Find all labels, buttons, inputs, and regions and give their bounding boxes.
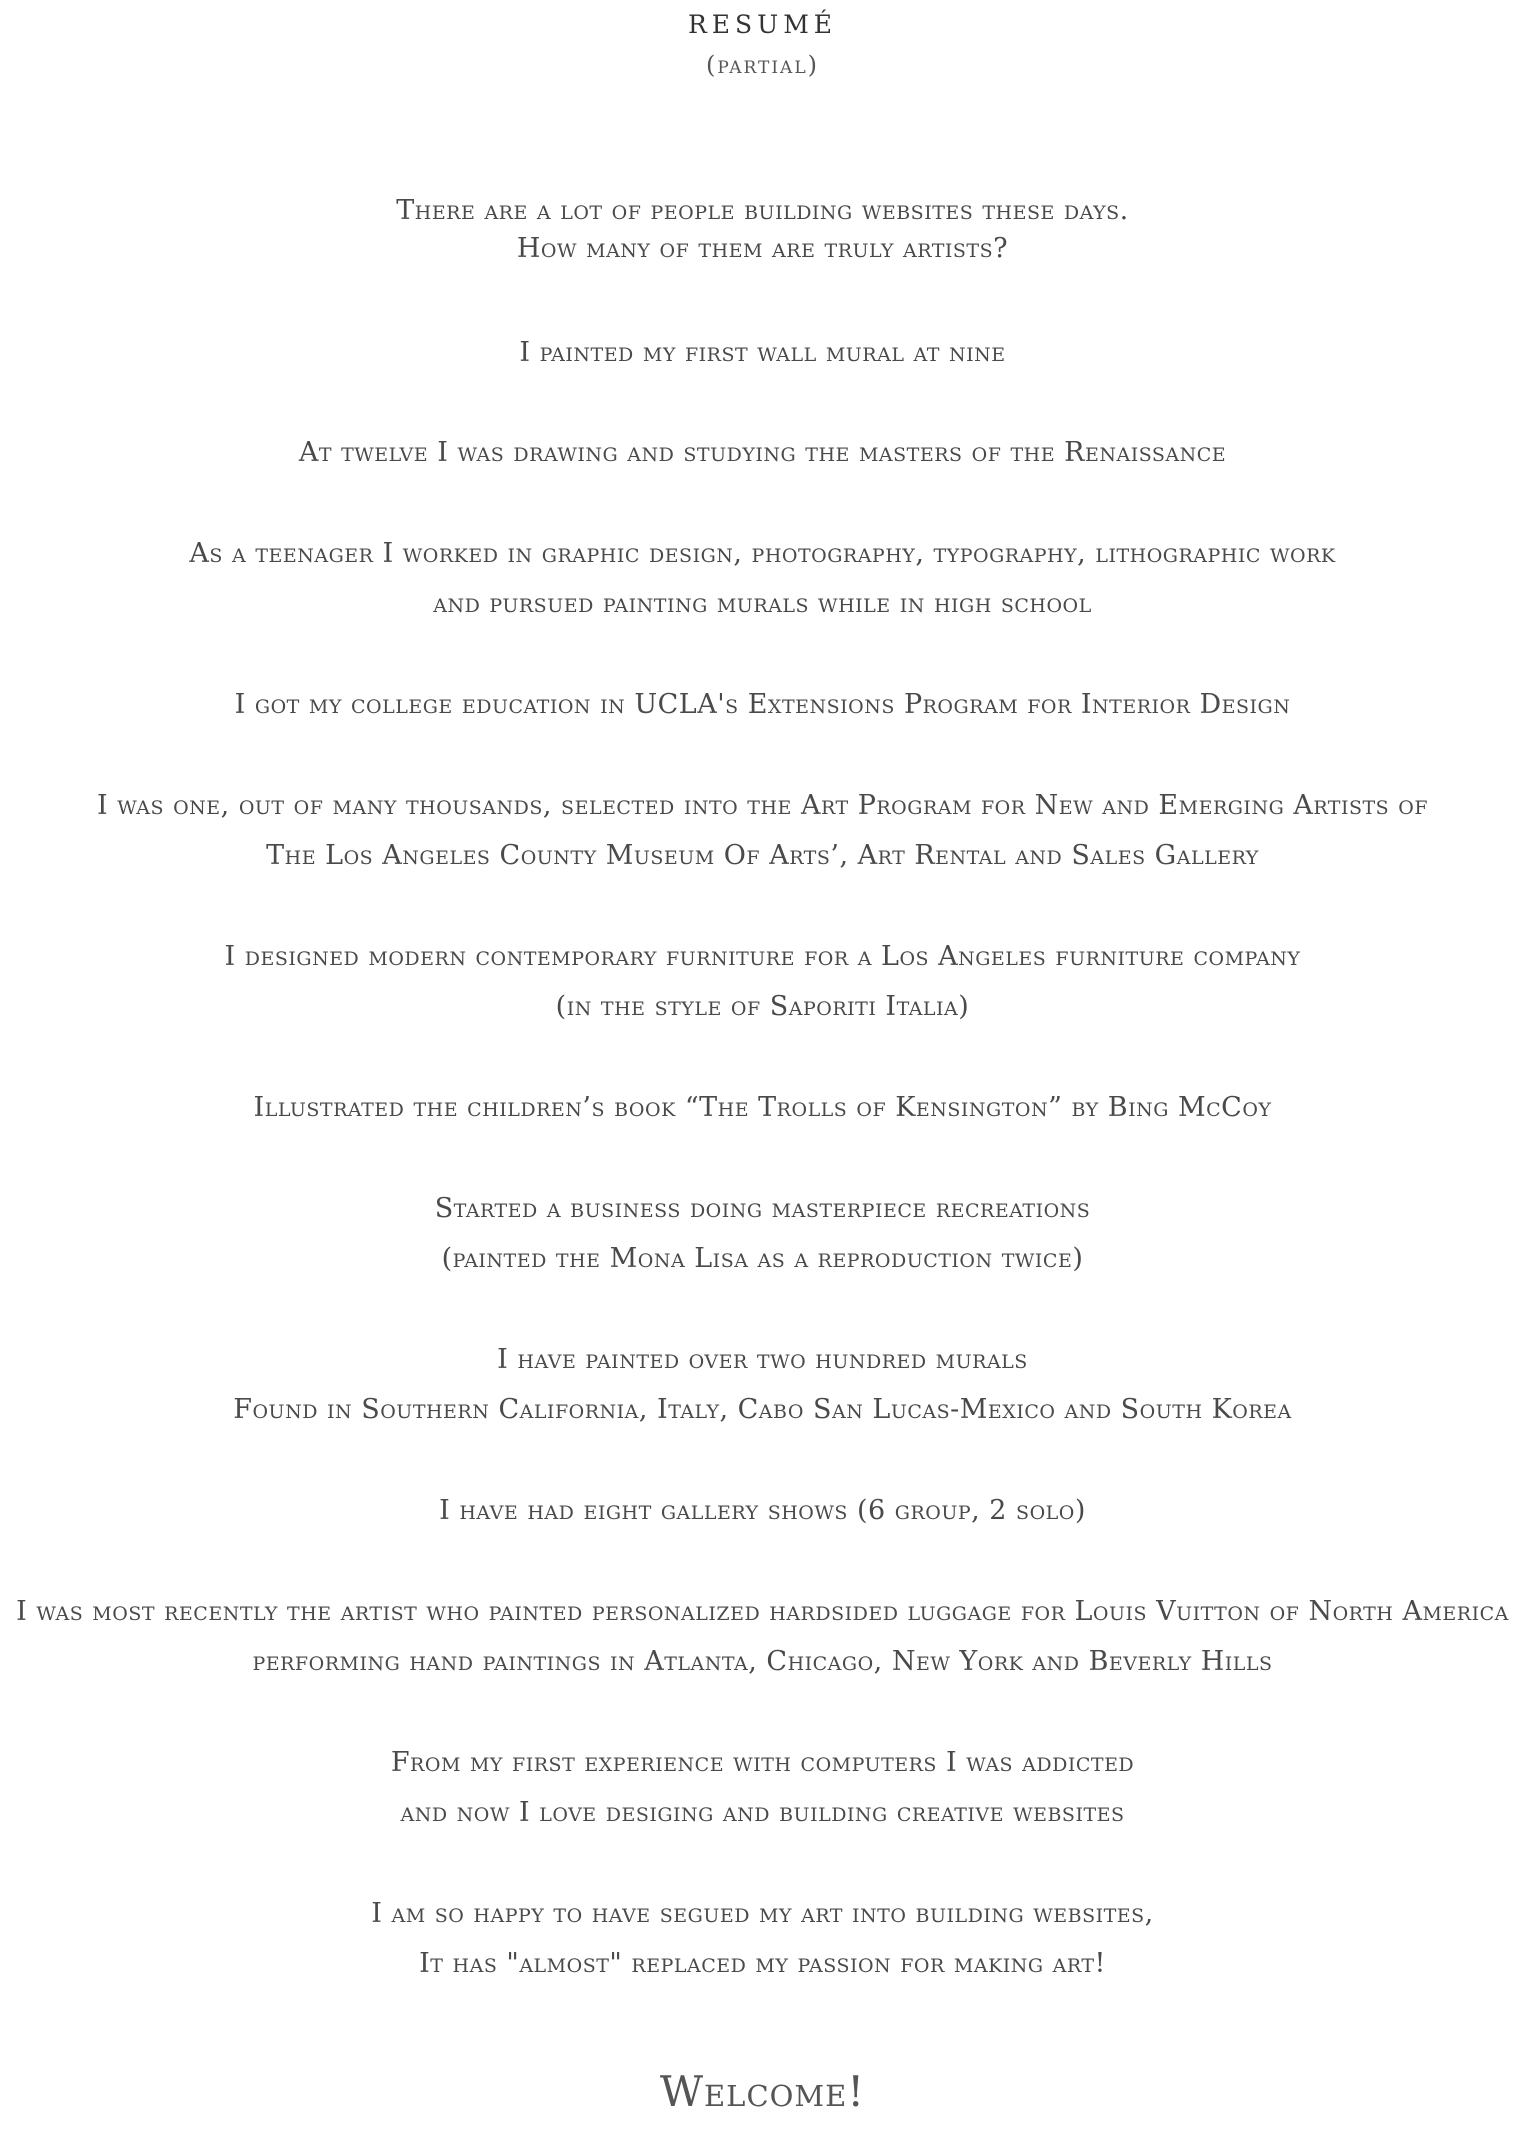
paragraph-line: I painted my first wall mural at nine xyxy=(519,337,1006,368)
paragraph-line: How many of them are truly artists? xyxy=(516,233,1009,264)
page-subtitle: (partial) xyxy=(705,51,819,79)
paragraph-line: At twelve I was drawing and studying the masters of the Renaissance xyxy=(298,437,1227,468)
paragraph-line: Found in Southern California, Italy, Cabo San Lucas-Mexico and South Korea xyxy=(233,1394,1292,1425)
paragraph-louis-vuitton xyxy=(0,1587,1525,1687)
paragraph-gallery-shows xyxy=(0,1486,1525,1536)
paragraph-line: and pursued painting murals while in high school xyxy=(433,588,1092,619)
paragraph-segued xyxy=(0,1889,1525,1989)
paragraph-computers xyxy=(0,1738,1525,1838)
paragraph-line: I got my college education in UCLA's Extensions Program for Interior Design xyxy=(234,689,1291,720)
paragraph-line: I have painted over two hundred murals xyxy=(497,1344,1028,1375)
paragraph-line: There are a lot of people building websites these days. xyxy=(396,195,1129,226)
paragraph-business xyxy=(0,1184,1525,1284)
paragraph-line: (in the style of Saporiti Italia) xyxy=(555,991,970,1022)
page-title: resumé xyxy=(687,1,838,42)
paragraph-illustrated xyxy=(0,1083,1525,1133)
paragraph-line: and now I love desiging and building creative websites xyxy=(400,1797,1125,1828)
paragraph-teenager xyxy=(0,529,1525,629)
paragraph-line: performing hand paintings in Atlanta, Chicago, New York and Beverly Hills xyxy=(252,1646,1273,1677)
paragraph-line: (painted the Mona Lisa as a reproduction twice) xyxy=(441,1243,1084,1274)
paragraph-line: From my first experience with computers I was addicted xyxy=(390,1747,1135,1778)
paragraph-line: I designed modern contemporary furniture for a Los Angeles furniture company xyxy=(224,941,1301,972)
paragraph-line: I was most recently the artist who painted personalized hardsided luggage for Louis Vuitton of North America xyxy=(16,1596,1509,1627)
paragraph-line: I have had eight gallery shows (6 group, 2 solo) xyxy=(439,1495,1086,1526)
paragraph-intro xyxy=(0,192,1525,268)
paragraph-line: The Los Angeles County Museum Of Arts’, Art Rental and Sales Gallery xyxy=(266,840,1259,871)
paragraph-line: I was one, out of many thousands, selected into the Art Program for New and Emerging Artists of xyxy=(96,790,1429,821)
welcome-heading: Welcome! xyxy=(659,2067,866,2116)
paragraph-furniture xyxy=(0,932,1525,1032)
paragraph-line: It has "almost" replaced my passion for making art! xyxy=(419,1948,1106,1979)
paragraph-lacma xyxy=(0,781,1525,881)
paragraph-murals xyxy=(0,1335,1525,1435)
paragraph-line: As a teenager I worked in graphic design, photography, typography, lithographic work xyxy=(189,538,1336,569)
paragraph-college xyxy=(0,680,1525,730)
paragraph-renaissance xyxy=(0,428,1525,478)
paragraph-first-mural xyxy=(0,328,1525,378)
paragraph-line: Illustrated the children’s book “The Trolls of Kensington” by Bing McCoy xyxy=(253,1092,1272,1123)
paragraph-line: Started a business doing masterpiece recreations xyxy=(434,1193,1091,1224)
paragraph-line: I am so happy to have segued my art into building websites, xyxy=(371,1898,1154,1929)
